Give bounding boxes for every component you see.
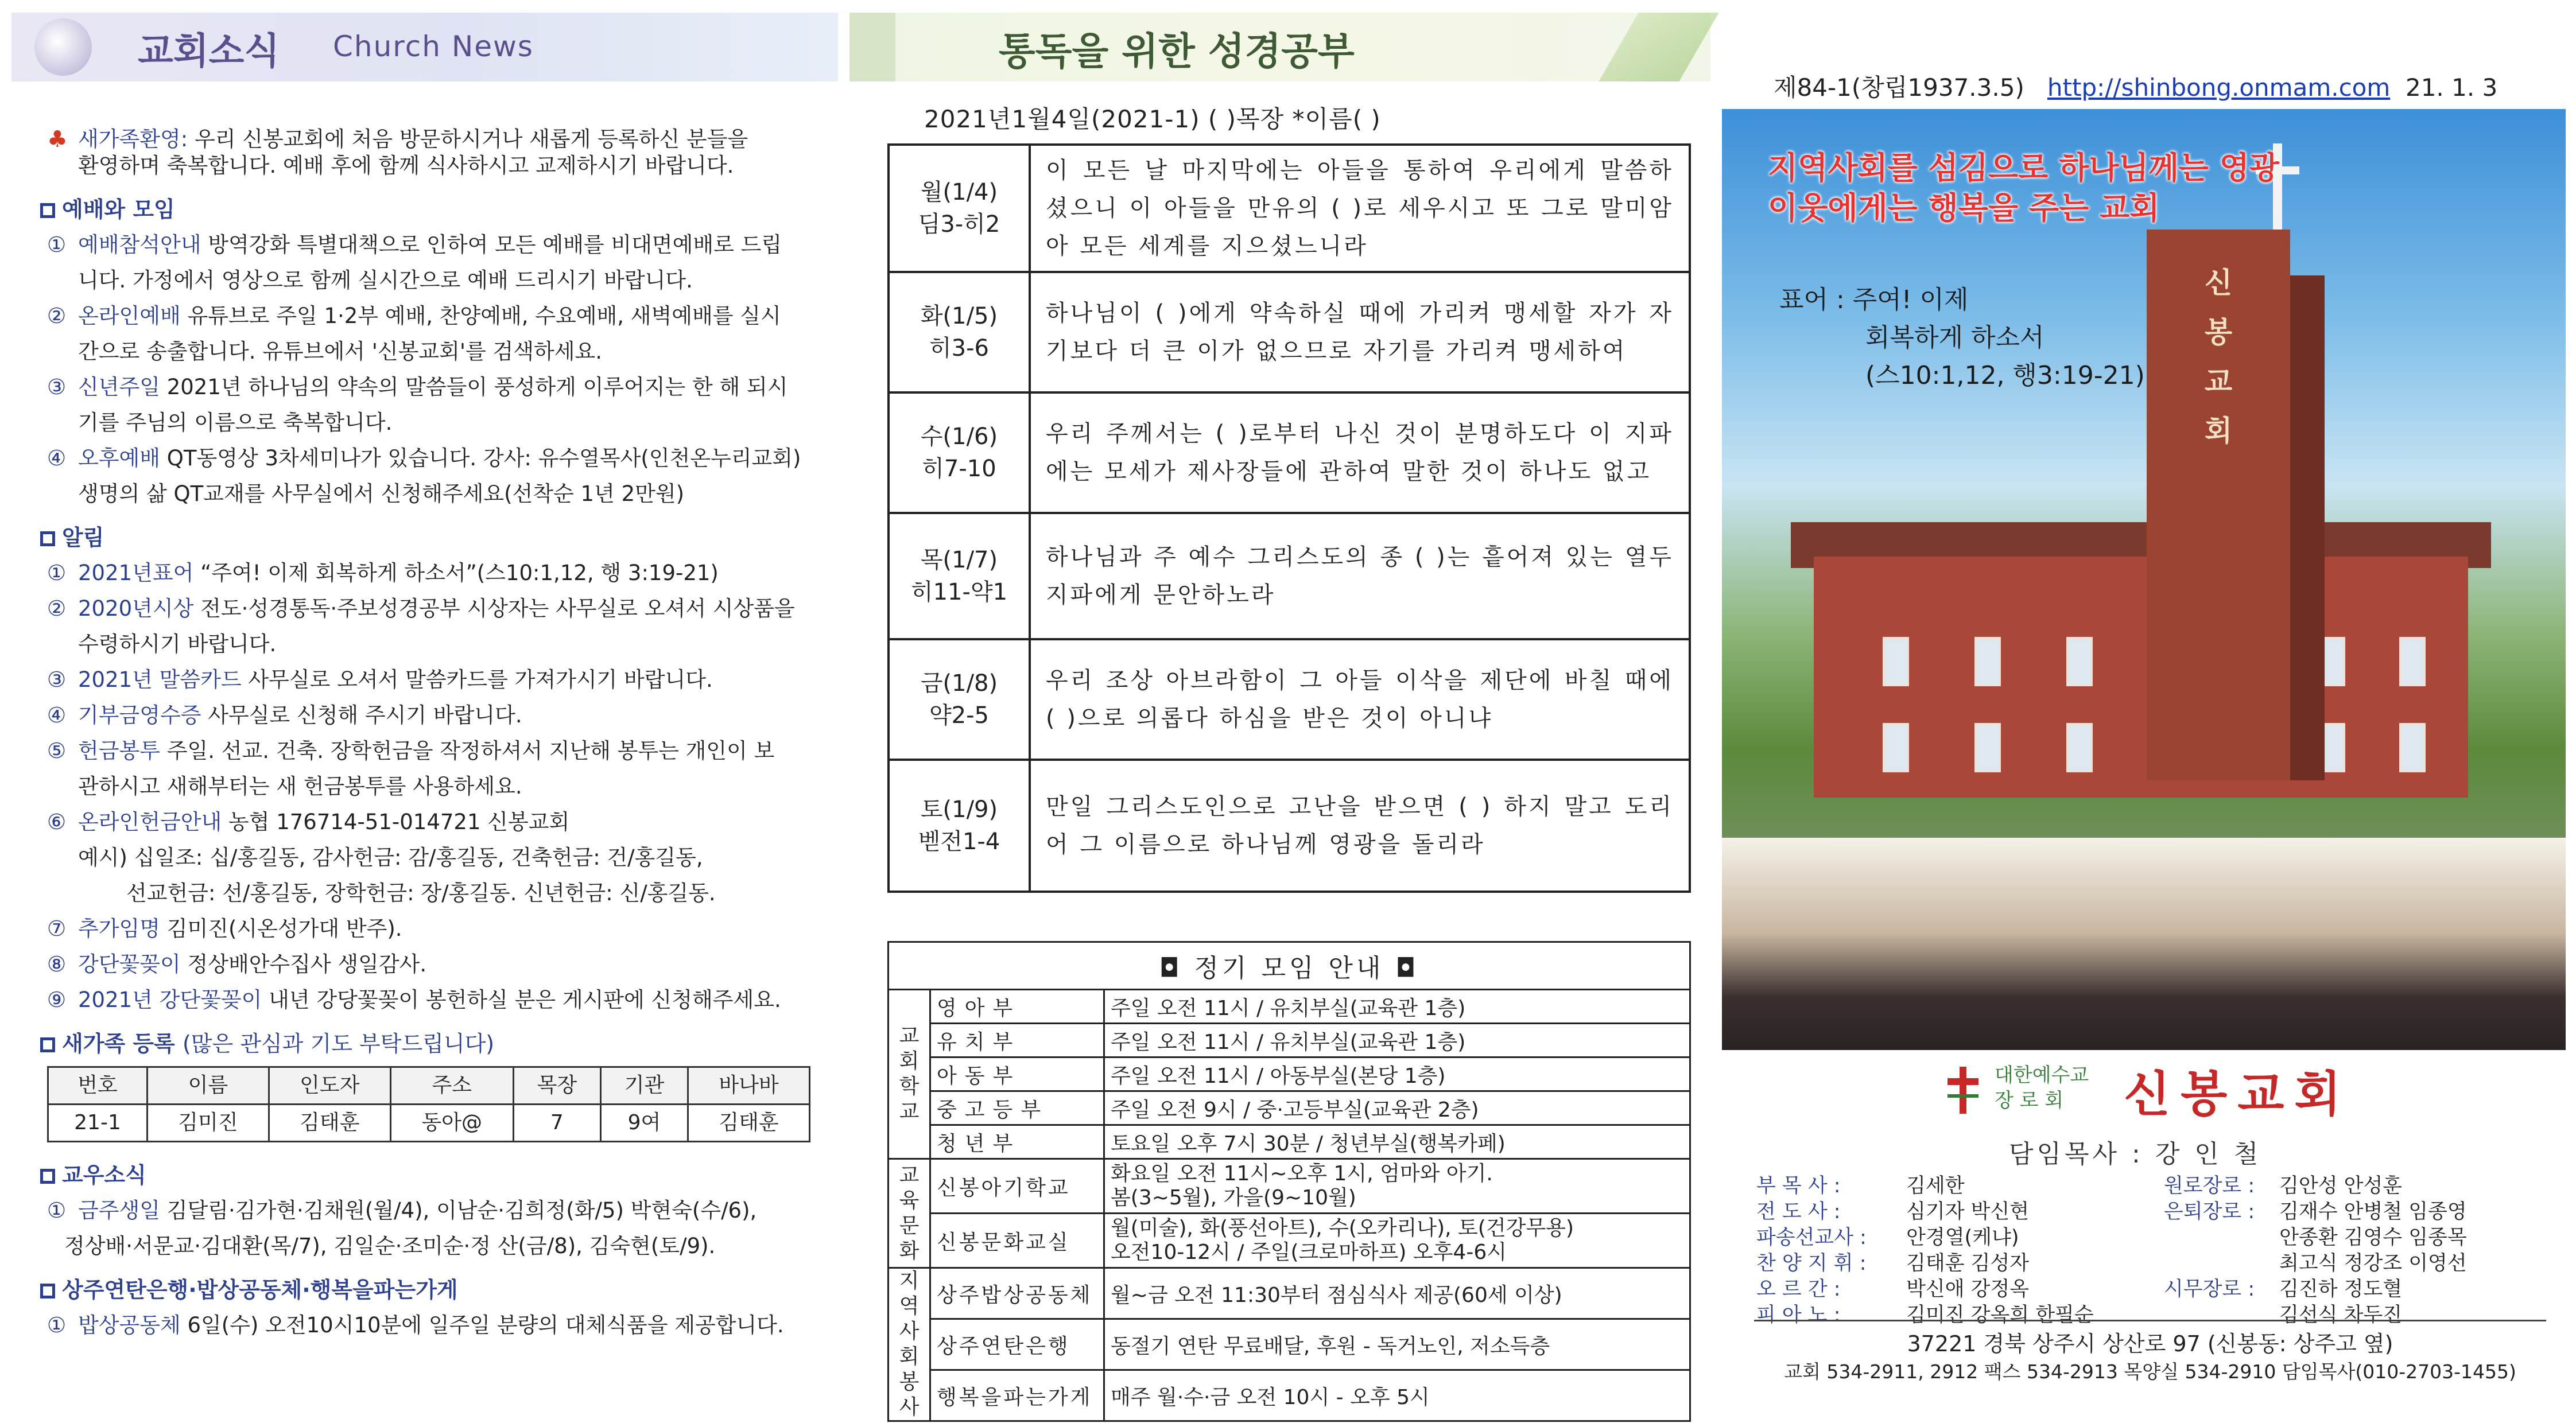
meeting-name: 영아부 (930, 990, 1104, 1024)
meeting-name: 상주연탄은행 (930, 1319, 1104, 1370)
meeting-row (889, 1370, 1690, 1421)
staff-list-right (2164, 1173, 2467, 1328)
staff-names: 김미진 강옥희 한필순 (1900, 1304, 2094, 1327)
table-header-cell: 인도자 (269, 1067, 390, 1105)
church-building (1814, 557, 2468, 798)
meeting-row (889, 1091, 1690, 1125)
item-number: ⑥ (47, 810, 67, 834)
staff-line (1756, 1277, 2094, 1303)
news-title-en: Church News (333, 30, 534, 63)
item-text: 사무실로 오셔서 말씀카드를 가져가시기 바랍니다. (241, 667, 713, 692)
meeting-title: ◘ 정기 모임 안내 ◘ (889, 942, 1690, 990)
item-text-line2: 니다. 가정에서 영상으로 함께 실시간으로 예배 드리시기 바랍니다. (78, 268, 693, 293)
study-dateline: 2021년1월4일(2021-1) ( )목장 *이름( ) (924, 105, 1381, 133)
item-number: ② (47, 596, 67, 621)
study-ref: 벧전1-4 (918, 829, 1000, 855)
newfamily-row (48, 1105, 810, 1142)
notice-item (40, 911, 821, 947)
staff-names: 안경열(케냐) (1900, 1226, 2019, 1249)
notice-item (40, 982, 821, 1018)
meeting-info: 주일 오전 11시 / 유치부실(교육관 1층) (1104, 1024, 1690, 1057)
study-ref: 히11-약1 (910, 579, 1008, 605)
item-number: ① (47, 232, 67, 257)
meeting-row (889, 1214, 1690, 1268)
staff-names: 안종환 김영수 임종목 (2273, 1226, 2467, 1249)
welcome-text2: 환영하며 축복합니다. 예배 후에 함께 식사하시고 교제하시기 바랍니다. (78, 153, 734, 178)
study-row (889, 513, 1690, 639)
staff-names: 김선식 차두진 (2273, 1304, 2403, 1327)
study-question: 만일 그리스도인으로 고난을 받으면 ( ) 하지 말고 도리어 그 이름으로 하나님께 영광을 돌리라 (1030, 760, 1690, 892)
meeting-info: 토요일 오후 7시 30분 / 청년부실(행복카페) (1104, 1125, 1690, 1159)
meeting-info: 화요일 오전 11시~오후 1시, 엄마와 아기. 봄(3~5월), 가을(9~10월) (1104, 1159, 1690, 1214)
staff-role: 피 아 노 : (1756, 1304, 1841, 1327)
notice-item (40, 804, 821, 840)
meeting-info: 매주 월·수·금 오전 10시 - 오후 5시 (1104, 1370, 1690, 1421)
meeting-row (889, 1268, 1690, 1319)
item-keyword: 신년주일 (78, 375, 160, 399)
staff-role: 전 도 사 : (1756, 1200, 1841, 1223)
square-bullet-icon (40, 1169, 55, 1184)
denomination: 대한예수교 장 로 회 (1995, 1064, 2089, 1112)
church-news-panel (0, 0, 849, 1423)
study-row (889, 639, 1690, 760)
header-decoration (1599, 13, 1718, 81)
meeting-row (889, 1024, 1690, 1057)
item-keyword: 예배참석안내 (78, 232, 201, 257)
notice-section-title: 알림 (40, 520, 821, 555)
study-ref: 약2-5 (929, 702, 989, 729)
club-icon: ♣ (47, 126, 68, 153)
staff-line (2164, 1277, 2467, 1303)
meeting-row (889, 990, 1690, 1024)
staff-names: 최고식 정강조 이영선 (2273, 1252, 2467, 1275)
bible-study-title: 통독을 위한 성경공부 (999, 29, 1355, 73)
meeting-info: 월~금 오전 11:30부터 점심식사 제공(60세 이상) (1104, 1268, 1690, 1319)
item-text: “주여! 이제 회복하게 하소서”(스10:1,12, 행 3:19-21) (193, 561, 719, 585)
staff-names: 심기자 박신현 (1900, 1200, 2030, 1223)
table-header-cell: 번호 (48, 1067, 148, 1105)
item-number: ④ (47, 703, 67, 728)
homepage-link[interactable]: http://shinbong.onmam.com (2047, 73, 2391, 102)
senior-pastor: 담임목사 : 강 인 철 (2009, 1140, 2262, 1169)
meeting-name: 유치부 (930, 1024, 1104, 1057)
table-cell: 김태훈 (688, 1105, 810, 1142)
worship-section-title: 예배와 모임 (40, 192, 821, 227)
item-keyword: 추가임명 (78, 916, 160, 941)
birthday-item: ① 금주생일 김달림·김가현·김채원(월/4), 이남순·김희정(화/5) 박현숙(수/6), (47, 1198, 757, 1223)
news-title-ko: 교회소식 (138, 30, 280, 73)
welcome-head: 새가족환영: (78, 127, 188, 151)
share-section-title: 상주연탄은행·밥상공동체·행복을파는가게 (40, 1272, 821, 1308)
study-ref: 딤3-히2 (918, 211, 1000, 238)
meeting-info: 주일 오전 9시 / 중·고등부실(교육관 2층) (1104, 1091, 1690, 1125)
meeting-name: 상주밥상공동체 (930, 1268, 1104, 1319)
slogan-line2: 이웃에게는 행복을 주는 교회 (1768, 190, 2160, 226)
square-bullet-icon (40, 1037, 55, 1052)
item-text: QT동영상 3차세미나가 있습니다. 강사: 유수열목사(인천온누리교회) (160, 446, 801, 471)
meeting-info: 주일 오전 11시 / 유치부실(교육관 1층) (1104, 990, 1690, 1024)
table-cell: 7 (513, 1105, 600, 1142)
meeting-info: 월(미술), 화(풍선아트), 수(오카리나), 토(건강무용) 오전10-12시 / 주일(크로마하프) 오후4-6시 (1104, 1214, 1690, 1268)
meeting-name: 신봉문화교실 (930, 1214, 1104, 1268)
meeting-title-row (889, 942, 1690, 990)
meeting-row (889, 1319, 1690, 1370)
study-day-cell (889, 145, 1030, 272)
notice-item (40, 662, 821, 698)
study-day-cell (889, 639, 1030, 760)
study-day: 토(1/9) (920, 796, 998, 823)
staff-line (2164, 1225, 2467, 1251)
item-number: ⑨ (47, 987, 67, 1012)
notice-list (40, 555, 821, 1018)
staff-role: 파송선교사 : (1756, 1226, 1867, 1249)
staff-role: 오 르 간 : (1756, 1278, 1841, 1301)
staff-names: 박신애 강정옥 (1900, 1278, 2030, 1301)
study-row (889, 145, 1690, 272)
meeting-category: 지 역 사 회 봉 사 (889, 1268, 930, 1421)
square-bullet-icon (40, 203, 55, 218)
worship-item (40, 298, 821, 334)
item-text-line2: 생명의 삶 QT교재를 사무실에서 신청해주세요(선착순 1년 2만원) (78, 481, 685, 506)
church-logo-icon (1943, 1064, 1983, 1116)
staff-line (2164, 1173, 2467, 1199)
table-header-cell: 이름 (148, 1067, 269, 1105)
church-news-header (11, 13, 838, 81)
phone-numbers: 교회 534-2911, 2912 팩스 534-2913 목양실 534-2910 담임목사(010-2703-1455) (1784, 1360, 2516, 1383)
staff-names: 김태훈 김성자 (1900, 1252, 2030, 1275)
diamond-icon: ◘ (1159, 954, 1183, 983)
welcome-text1: 우리 신봉교회에 처음 방문하시거나 새롭게 등록하신 분들을 (194, 127, 748, 151)
meeting-name: 청년부 (930, 1125, 1104, 1159)
item-number: ④ (47, 446, 67, 471)
address: 37221 경북 상주시 상산로 97 (신봉동: 상주고 옆) (1907, 1331, 2393, 1356)
study-question: 하나님과 주 예수 그리스도의 종 ( )는 흩어져 있는 열두 지파에게 문안하노라 (1030, 513, 1690, 639)
meeting-table (887, 941, 1691, 1422)
address-block (1754, 1320, 2546, 1390)
meeting-category: 교 회 학 교 (889, 990, 930, 1159)
item-text: 2021년 하나님의 약속의 말씀들이 풍성하게 이루어지는 한 해 되시 (160, 375, 788, 399)
table-cell: 김미진 (148, 1105, 269, 1142)
notice-item (40, 947, 821, 982)
church-photo (1722, 109, 2566, 1050)
study-day: 수(1/6) (920, 423, 998, 450)
study-day-cell (889, 513, 1030, 639)
item-keyword: 2021년 강단꽃꽂이 (78, 987, 262, 1012)
notice-item (40, 733, 821, 769)
staff-line (1756, 1199, 2094, 1225)
study-row (889, 392, 1690, 513)
item-keyword: 2021년표어 (78, 561, 194, 585)
church-tower-side (2290, 275, 2325, 780)
newfamily-section-title: 새가족 등록 (많은 관심과 기도 부탁드립니다) (40, 1026, 821, 1062)
meeting-row (889, 1125, 1690, 1159)
square-bullet-icon (40, 531, 55, 546)
study-question: 이 모든 날 마지막에는 아들을 통하여 우리에게 말씀하셨으니 이 아들을 만유의 ( )로 세우시고 또 그로 말미암아 모든 세계를 지으셨느니라 (1030, 145, 1690, 272)
worship-item (40, 227, 821, 263)
staff-role: 찬 양 지 휘 : (1756, 1252, 1867, 1275)
meeting-name: 행복을파는가게 (930, 1370, 1104, 1421)
item-text-line2: 기를 주님의 이름으로 축복합니다. (78, 410, 393, 435)
motto: 표어 : 주여! 이제 회복하게 하소서 (스10:1,12, 행3:19-21) (1779, 285, 2145, 390)
worship-item (40, 441, 821, 476)
item-text: 전도·성경통독·주보성경공부 시상자는 사무실로 오셔서 시상품을 (193, 596, 795, 621)
study-row (889, 272, 1690, 392)
staff-role: 시무장로 : (2164, 1278, 2255, 1301)
staff-list-left (1756, 1173, 2094, 1328)
study-day: 목(1/7) (920, 547, 998, 573)
item-keyword: 강단꽃꽂이 (78, 952, 181, 977)
study-table (887, 143, 1691, 893)
table-cell: 21-1 (48, 1105, 148, 1142)
cover-panel (1722, 0, 2576, 1423)
church-name: 신봉교회 (2124, 1066, 2352, 1122)
study-day-cell (889, 392, 1030, 513)
staff-line (1756, 1173, 2094, 1199)
table-header-cell: 바나바 (688, 1067, 810, 1105)
meeting-category: 교 육 문 화 (889, 1159, 930, 1268)
study-row (889, 760, 1690, 892)
item-number: ③ (47, 375, 67, 399)
table-header-cell: 기관 (600, 1067, 688, 1105)
meeting-name: 신봉아기학교 (930, 1159, 1104, 1214)
square-bullet-icon (40, 1284, 55, 1298)
item-text: 사무실로 신청해 주시기 바랍니다. (201, 703, 522, 728)
item-keyword: 2020년시상 (78, 596, 194, 621)
bible-study-panel (849, 0, 1722, 1423)
study-question: 하나님이 ( )에게 약속하실 때에 가리켜 맹세할 자가 자기보다 더 큰 이가 없으므로 자기를 가리켜 맹세하여 (1030, 272, 1690, 392)
worship-item (40, 370, 821, 405)
item-text: 농협 176714-51-014721 신봉교회 (222, 810, 570, 834)
item-keyword: 헌금봉투 (78, 738, 160, 763)
news-body (40, 126, 821, 1343)
staff-line (1756, 1251, 2094, 1277)
meeting-row (889, 1159, 1690, 1214)
slogan-line1: 지역사회를 섬김으로 하나님께는 영광 (1768, 150, 2280, 186)
meeting-info: 주일 오전 11시 / 아동부실(본당 1층) (1104, 1057, 1690, 1091)
birthday-item-line2: 정상배·서문교·김대환(목/7), 김일순·조미순·정 산(금/8), 김숙현(토/9). (64, 1234, 716, 1258)
item-text-line2: 예시) 십일조: 십/홍길동, 감사헌금: 감/홍길동, 건축헌금: 건/홍길동, (78, 845, 703, 870)
staff-role: 원로장로 : (2164, 1175, 2255, 1198)
study-day-cell (889, 272, 1030, 392)
notice-item (40, 555, 821, 591)
item-text-line3: 선교헌금: 선/홍길동, 장학헌금: 장/홍길동. 신년헌금: 신/홍길동. (126, 881, 716, 905)
item-keyword: 오후예배 (78, 446, 160, 471)
study-day-cell (889, 760, 1030, 892)
tower-sign: 신봉교회 (2204, 266, 2233, 448)
meeting-name: 중고등부 (930, 1091, 1104, 1125)
meeting-info: 동절기 연탄 무료배달, 후원 - 독거노인, 저소득층 (1104, 1319, 1690, 1370)
welcome-notice (40, 126, 821, 179)
study-day: 화(1/5) (920, 303, 998, 329)
staff-names: 김진하 정도혈 (2273, 1278, 2403, 1301)
staff-names: 김재수 안병철 임종영 (2273, 1200, 2467, 1223)
staff-role: 부 목 사 : (1756, 1175, 1841, 1198)
staff-role: 은퇴장로 : (2164, 1200, 2255, 1223)
issue-date: 21. 1. 3 (2405, 73, 2498, 102)
issue-number: 제84-1(창립1937.3.5) (1774, 73, 2024, 102)
staff-names: 김안성 안성훈 (2273, 1175, 2403, 1198)
newfamily-table (47, 1066, 810, 1142)
item-keyword: 2021년 말씀카드 (78, 667, 242, 692)
item-text-line2: 수령하시기 바랍니다. (78, 632, 277, 656)
members-section-title: 교우소식 (40, 1157, 821, 1193)
study-ref: 히7-10 (922, 456, 996, 482)
item-text-line2: 간으로 송출합니다. 유튜브에서 '신봉교회'를 검색하세요. (78, 339, 602, 364)
item-keyword: 온라인예배 (78, 304, 181, 328)
item-text: 방역강화 특별대책으로 인하여 모든 예배를 비대면예배로 드립 (201, 232, 782, 257)
item-text: 김미진(시온성가대 반주). (160, 916, 402, 941)
staff-names: 김세한 (1900, 1175, 1965, 1198)
table-header-cell: 주소 (390, 1067, 513, 1105)
study-ref: 히3-6 (929, 335, 989, 361)
item-number: ⑤ (47, 738, 67, 763)
table-cell: 동아@ (390, 1105, 513, 1142)
table-cell: 9여 (600, 1105, 688, 1142)
study-question: 우리 주께서는 ( )로부터 나신 것이 분명하도다 이 지파에는 모세가 제사장들에 관하여 말한 것이 하나도 없고 (1030, 392, 1690, 513)
header-decoration (849, 13, 895, 81)
sanctuary-photo (1722, 838, 2566, 1050)
item-keyword: 온라인헌금안내 (78, 810, 222, 834)
bible-study-header (849, 13, 1710, 81)
staff-line (2164, 1199, 2467, 1225)
item-number: ⑦ (47, 916, 67, 941)
newfamily-header-row (48, 1067, 810, 1105)
item-keyword: 기부금영수증 (78, 703, 201, 728)
table-cell: 김태훈 (269, 1105, 390, 1142)
meeting-name: 아동부 (930, 1057, 1104, 1091)
item-text-line2: 관하시고 새해부터는 새 헌금봉투를 사용하세요. (78, 774, 522, 799)
item-number: ② (47, 304, 67, 328)
issue-line (1774, 69, 2497, 103)
table-header-cell: 목장 (513, 1067, 600, 1105)
study-question: 우리 조상 아브라함이 그 아들 이삭을 제단에 바칠 때에 ( )으로 의롭다 하심을 받은 것이 아니냐 (1030, 639, 1690, 760)
magnifier-icon (34, 18, 92, 76)
share-item: ① 밥상공동체 6일(수) 오전10시10분에 일주일 분량의 대체식품을 제공합니다. (47, 1313, 784, 1338)
item-text: 내년 강당꽃꽂이 봉헌하실 분은 게시판에 신청해주세요. (262, 987, 781, 1012)
worship-list (40, 227, 821, 512)
item-number: ③ (47, 667, 67, 692)
item-text: 주일. 선교. 건축. 장학헌금을 작정하셔서 지난해 봉투는 개인이 보 (160, 738, 775, 763)
diamond-icon: ◘ (1395, 954, 1419, 983)
item-number: ⑧ (47, 952, 67, 977)
staff-line (1756, 1225, 2094, 1251)
notice-item (40, 698, 821, 733)
item-text: 유튜브로 주일 1·2부 예배, 찬양예배, 수요예배, 새벽예배를 실시 (180, 304, 781, 328)
item-text: 정상배안수집사 생일감사. (180, 952, 427, 977)
study-day: 금(1/8) (920, 670, 998, 697)
notice-item (40, 591, 821, 627)
study-day: 월(1/4) (920, 179, 998, 205)
meeting-row (889, 1057, 1690, 1091)
staff-line (2164, 1251, 2467, 1277)
item-number: ① (47, 561, 67, 585)
